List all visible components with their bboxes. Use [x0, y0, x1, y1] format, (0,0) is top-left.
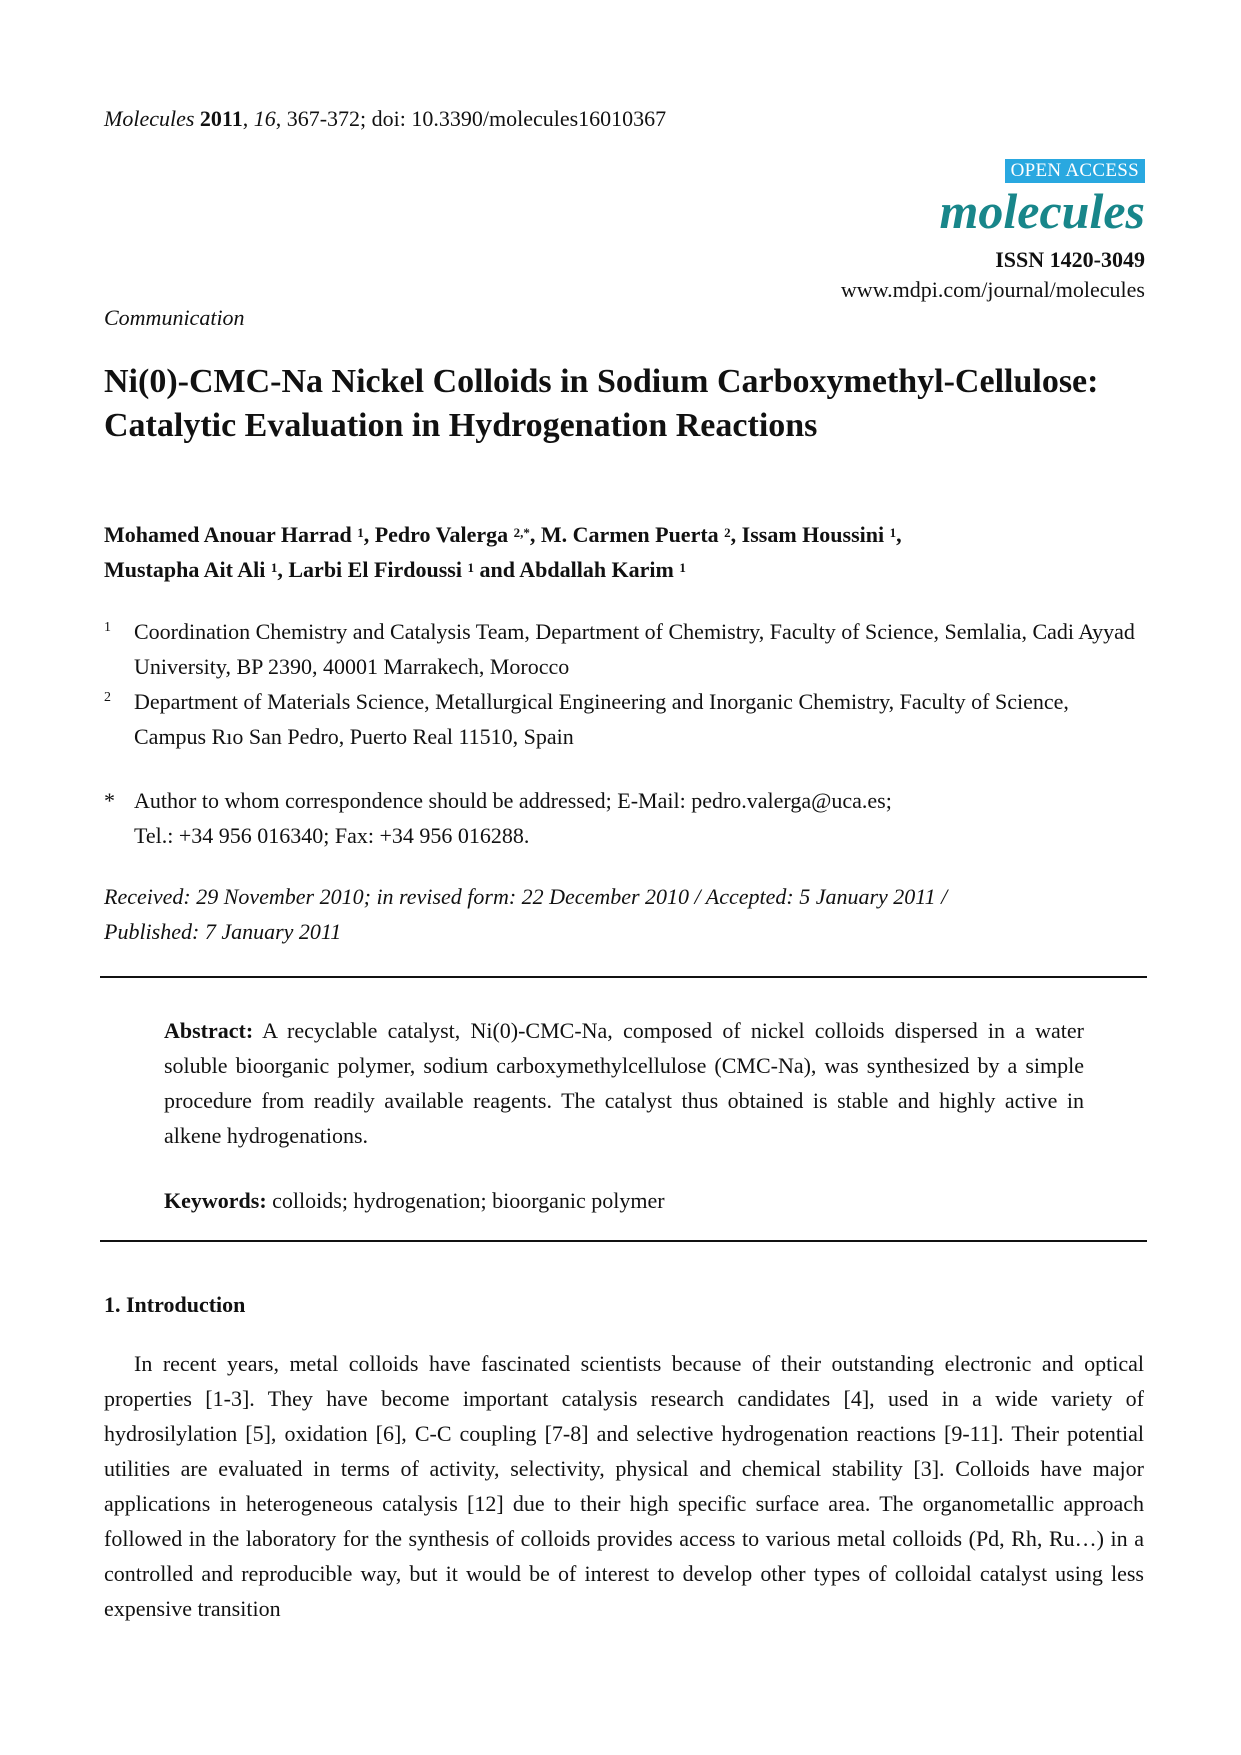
affiliation-text: Department of Materials Science, Metallurgical Engineering and Inorganic Chemistry, Faculty of Science, Campus Rıo San Pedro, Puerto Real 11510, Spain — [134, 689, 1069, 749]
section-heading: 1. Introduction — [104, 1292, 246, 1317]
journal-url[interactable]: www.mdpi.com/journal/molecules — [840, 277, 1145, 302]
citation-rest: , 367-372; doi: 10.3390/molecules16010367 — [275, 106, 667, 131]
correspondence-line-2: Tel.: +34 956 016340; Fax: +34 956 016288. — [134, 823, 530, 848]
citation-journal: Molecules — [104, 106, 195, 131]
divider-bottom — [100, 1240, 1147, 1242]
author-2: Pedro Valerga $^{2,*}$, — [374, 522, 541, 547]
affiliation-number: 1 — [104, 620, 111, 635]
dates-line-1: Received: 29 November 2010; in revised form: 22 December 2010 / Accepted: 5 January 2011 / — [104, 884, 948, 909]
affiliation-2 — [104, 684, 1144, 754]
paper-title: Ni(0)-CMC-Na Nickel Colloids in Sodium Carboxymethyl-Cellulose: Catalytic Evaluation in Hydrogenation Reactions — [104, 363, 1099, 444]
dates-line-2: Published: 7 January 2011 — [104, 919, 342, 944]
journal-logo: molecules — [939, 183, 1145, 239]
abstract-text: A recyclable catalyst, Ni(0)-CMC-Na, composed of nickel colloids dispersed in a water soluble bioorganic polymer, sodium carboxymethylcellulose (CMC-Na), was synthesized by a simple procedure from readily available reagents. The catalyst thus obtained is stable and highly active in alkene hydrogenations. — [164, 1018, 1084, 1148]
affiliation-text: Coordination Chemistry and Catalysis Team, Department of Chemistry, Faculty of Science, Semlalia, Cadi Ayyad University, BP 2390, 40001 Marrakech, Morocco — [134, 619, 1135, 679]
author-6: Larbi El Firdoussi $^1$ and — [288, 557, 520, 582]
affiliation-number: 2 — [104, 690, 111, 705]
intro-paragraph: In recent years, metal colloids have fascinated scientists because of their outstanding electronic and optical properties [1-3]. They have become important catalysis research candidates [4], used in a wide variety of hydrosilylation [5], oxidation [6], C-C coupling [7-8] and selective hydrogenation reactions [9-11]. Their potential utilities are evaluated in terms of activity, selectivity, physical and chemical stability [3]. Colloids have major applications in heterogeneous catalysis [12] due to their high specific surface area. The organometallic approach followed in the laboratory for the synthesis of colloids provides access to various metal colloids (Pd, Rh, Ru…) in a controlled and reproducible way, but it would be of interest to develop other types of colloidal catalyst using less expensive transition — [104, 1351, 1144, 1621]
author-1: Mohamed Anouar Harrad $^1$, — [104, 522, 375, 547]
author-5: Mustapha Ait Ali $^1$, — [104, 557, 289, 582]
keywords — [164, 1183, 1084, 1218]
author-7: Abdallah Karim $^1$ — [519, 557, 686, 582]
author-list — [104, 517, 1144, 587]
correspondence-line-1: Author to whom correspondence should be addressed; E-Mail: pedro.valerga@uca.es; — [134, 788, 892, 813]
keywords-text: colloids; hydrogenation; bioorganic polymer — [266, 1188, 665, 1213]
abstract — [164, 1013, 1084, 1153]
citation-year: 2011 — [199, 106, 243, 131]
abstract-label: Abstract: — [164, 1018, 254, 1043]
issn: ISSN 1420-3049 — [995, 247, 1145, 272]
author-4: Issam Houssini $^1$, — [741, 522, 902, 547]
correspondence-mark: * — [104, 788, 115, 813]
affiliation-1 — [104, 614, 1144, 684]
correspondence — [104, 783, 1144, 853]
author-3: M. Carmen Puerta $^2$, — [540, 522, 742, 547]
keywords-label: Keywords: — [164, 1188, 267, 1213]
publication-dates — [104, 879, 1144, 949]
divider-top — [100, 976, 1147, 978]
open-access-badge: OPEN ACCESS — [1005, 159, 1145, 183]
article-type: Communication — [104, 305, 245, 330]
citation-volume: 16 — [253, 106, 276, 131]
citation-line: Molecules 2011, 16, 367-372; doi: 10.3390/molecules16010367 — [104, 106, 667, 131]
